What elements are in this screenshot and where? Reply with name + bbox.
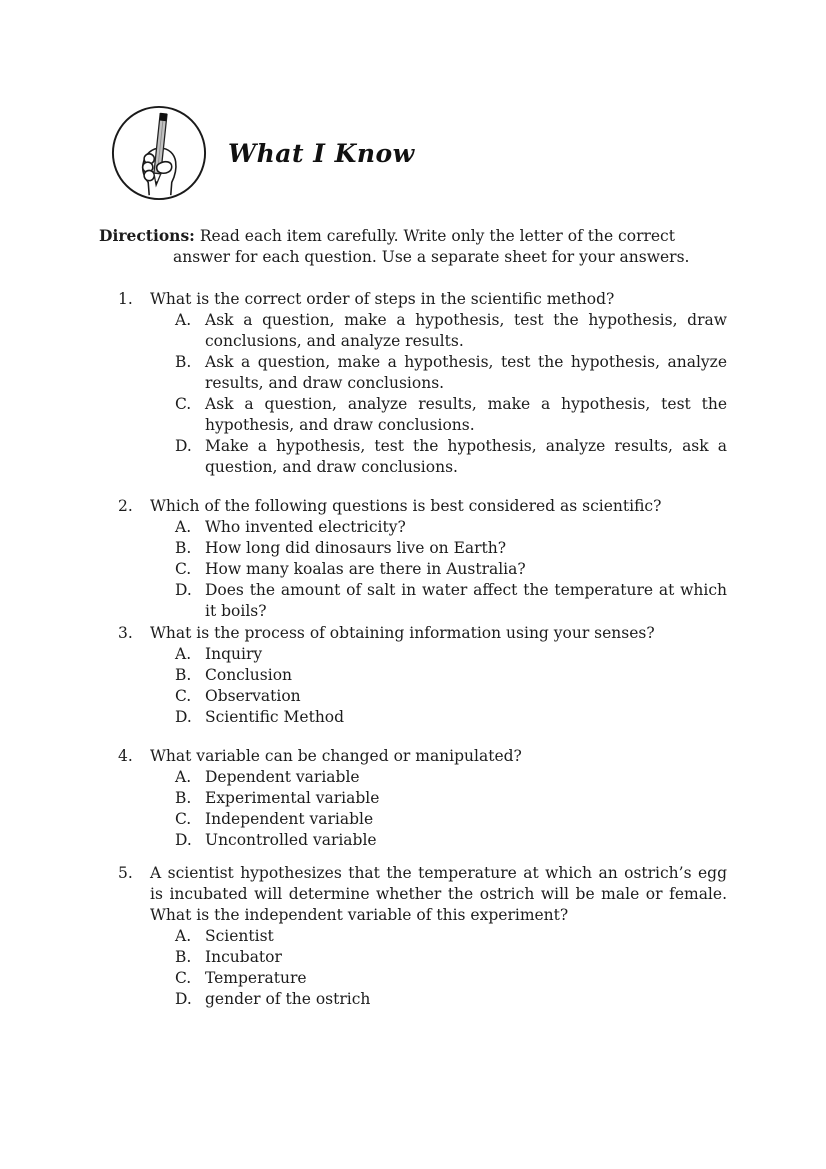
option-d xyxy=(99,436,727,478)
directions-label: Directions: xyxy=(99,226,195,245)
option-text: Who invented electricity? xyxy=(205,518,406,536)
question-line xyxy=(99,289,727,310)
option-text: Independent variable xyxy=(205,810,374,828)
option-text: Incubator xyxy=(205,948,282,966)
question-line xyxy=(99,623,727,644)
option-d xyxy=(99,989,727,1010)
question-line xyxy=(99,863,727,926)
option-a xyxy=(99,517,727,538)
option-text: Ask a question, make a hypothesis, test the hypothesis, analyze results, and draw conclusions. xyxy=(205,353,727,392)
question-1 xyxy=(99,289,727,478)
question-number: 3. xyxy=(118,624,133,642)
option-letter: B. xyxy=(175,666,192,684)
option-letter: A. xyxy=(175,645,192,663)
option-text: gender of the ostrich xyxy=(205,990,371,1008)
directions xyxy=(99,225,727,268)
option-text: How long did dinosaurs live on Earth? xyxy=(205,539,507,557)
directions-text: Read each item carefully. Write only the letter of the correct answer for each question. Use a separate sheet for your answers. xyxy=(173,227,690,266)
option-b xyxy=(99,788,727,809)
option-text: Inquiry xyxy=(205,645,263,663)
option-c xyxy=(99,968,727,989)
question-text: A scientist hypothesizes that the temperature at which an ostrich’s egg is incubated will determine whether the ostrich will be male or female. What is the independent variable of this experiment? xyxy=(150,864,727,924)
option-letter: C. xyxy=(175,687,192,705)
option-letter: B. xyxy=(175,948,192,966)
option-text: Temperature xyxy=(205,969,307,987)
question-text: Which of the following questions is best considered as scientific? xyxy=(150,497,662,515)
option-d xyxy=(99,830,727,851)
option-letter: C. xyxy=(175,395,192,413)
option-b xyxy=(99,352,727,394)
question-text: What variable can be changed or manipulated? xyxy=(150,747,522,765)
question-3 xyxy=(99,623,727,728)
option-text: Dependent variable xyxy=(205,768,360,786)
option-b xyxy=(99,538,727,559)
pencil-in-hand-icon xyxy=(110,104,208,202)
option-text: Ask a question, analyze results, make a hypothesis, test the hypothesis, and draw conclusions. xyxy=(205,395,727,434)
option-letter: B. xyxy=(175,353,192,371)
option-b xyxy=(99,947,727,968)
option-letter: A. xyxy=(175,518,192,536)
option-letter: D. xyxy=(175,990,192,1008)
option-letter: D. xyxy=(175,831,192,849)
section-header xyxy=(110,104,415,202)
option-text: Make a hypothesis, test the hypothesis, analyze results, ask a question, and draw conclusions. xyxy=(205,437,727,476)
page-content xyxy=(99,225,727,1028)
option-b xyxy=(99,665,727,686)
option-c xyxy=(99,394,727,436)
option-text: How many koalas are there in Australia? xyxy=(205,560,526,578)
option-text: Does the amount of salt in water affect the temperature at which it boils? xyxy=(205,581,727,620)
question-4 xyxy=(99,746,727,851)
question-5 xyxy=(99,863,727,1010)
option-letter: B. xyxy=(175,789,192,807)
option-letter: A. xyxy=(175,311,192,329)
option-d xyxy=(99,580,727,622)
option-text: Ask a question, make a hypothesis, test the hypothesis, draw conclusions, and analyze results. xyxy=(205,311,727,350)
option-letter: C. xyxy=(175,560,192,578)
question-text: What is the correct order of steps in the scientific method? xyxy=(150,290,615,308)
option-c xyxy=(99,809,727,830)
option-text: Scientific Method xyxy=(205,708,345,726)
option-letter: A. xyxy=(175,927,192,945)
question-number: 1. xyxy=(118,290,133,308)
option-letter: C. xyxy=(175,969,192,987)
question-text: What is the process of obtaining information using your senses? xyxy=(150,624,655,642)
option-letter: D. xyxy=(175,581,192,599)
question-number: 4. xyxy=(118,747,133,765)
question-line xyxy=(99,496,727,517)
option-letter: D. xyxy=(175,708,192,726)
option-c xyxy=(99,686,727,707)
option-a xyxy=(99,310,727,352)
option-letter: D. xyxy=(175,437,192,455)
option-letter: B. xyxy=(175,539,192,557)
option-d xyxy=(99,707,727,728)
question-number: 2. xyxy=(118,497,133,515)
option-text: Uncontrolled variable xyxy=(205,831,377,849)
option-c xyxy=(99,559,727,580)
option-a xyxy=(99,926,727,947)
option-letter: A. xyxy=(175,768,192,786)
option-a xyxy=(99,767,727,788)
option-text: Scientist xyxy=(205,927,274,945)
option-a xyxy=(99,644,727,665)
question-number: 5. xyxy=(118,864,133,882)
option-letter: C. xyxy=(175,810,192,828)
question-line xyxy=(99,746,727,767)
page-title: What I Know xyxy=(228,138,415,168)
question-2 xyxy=(99,496,727,622)
option-text: Conclusion xyxy=(205,666,293,684)
option-text: Observation xyxy=(205,687,301,705)
option-text: Experimental variable xyxy=(205,789,380,807)
